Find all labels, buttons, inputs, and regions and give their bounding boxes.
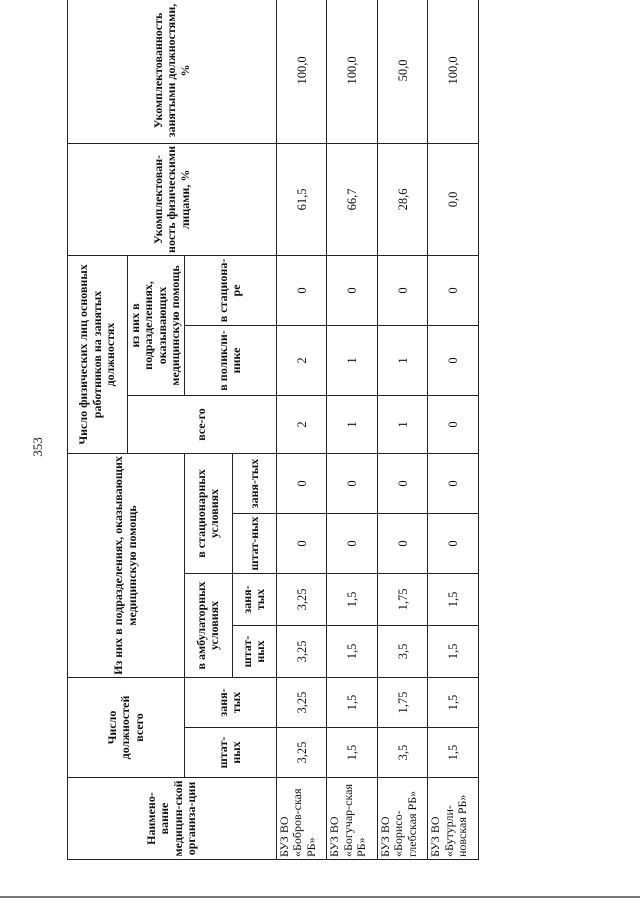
header-ambulatory: в амбулаторных условиях	[184, 573, 232, 677]
cell-posts-occupied: 1,5	[428, 677, 479, 727]
cell-inpatient-occupied: 0	[377, 453, 428, 513]
cell-inpatient-occupied: 0	[428, 453, 479, 513]
row-org-name: БУЗ ВО «Борисо-глебская РБ»	[377, 778, 428, 860]
header-occupied-total: заня-тых	[184, 677, 276, 727]
cell-persons-polyclinic: 0	[428, 325, 479, 395]
cell-staffing-persons: 0,0	[428, 143, 479, 255]
row-org-name: БУЗ ВО «Бутурли-новская РБ»	[428, 778, 479, 860]
row-org-name: БУЗ ВО «Бобров-ская РБ»	[276, 778, 327, 860]
cell-inpatient-occupied: 0	[276, 453, 327, 513]
cell-persons-hospital: 0	[377, 255, 428, 325]
cell-inpatient-staff: 0	[428, 513, 479, 573]
cell-ambulatory-staff: 3,25	[276, 625, 327, 677]
cell-inpatient-staff: 0	[276, 513, 327, 573]
cell-posts-occupied: 1,75	[377, 677, 428, 727]
cell-persons-total: 1	[327, 395, 378, 453]
cell-persons-total: 2	[276, 395, 327, 453]
cell-persons-hospital: 0	[428, 255, 479, 325]
cell-posts-staff: 3,25	[276, 728, 327, 778]
cell-persons-hospital: 0	[327, 255, 378, 325]
header-in-hospital: в стациона-ре	[184, 255, 276, 325]
table-row	[276, 0, 327, 860]
cell-persons-polyclinic: 2	[276, 325, 327, 395]
cell-staffing-posts: 100,0	[276, 0, 327, 143]
cell-posts-occupied: 3,25	[276, 677, 327, 727]
cell-staffing-posts: 100,0	[428, 0, 479, 143]
header-total: все-го	[128, 395, 277, 453]
table-row	[377, 0, 428, 860]
header-of-them: из них в подразделениях, оказывающих медицинскую помощь	[128, 255, 185, 395]
cell-persons-total: 1	[377, 395, 428, 453]
header-staff-total: штат-ных	[184, 728, 276, 778]
header-staffing-posts: Укомплектованность занятыми должностями, %	[68, 0, 277, 143]
header-posts-total: Число должностей всего	[68, 677, 185, 777]
rotated-table-wrapper	[67, 3, 479, 860]
page-number: 353	[30, 437, 45, 457]
cell-posts-staff: 1,5	[428, 728, 479, 778]
cell-persons-hospital: 0	[276, 255, 327, 325]
header-inpatient-occupied: заня-тых	[232, 453, 276, 513]
row-org-name: БУЗ ВО «Богучар-ская РБ»	[327, 778, 378, 860]
header-subdivisions: Из них в подразделениях, оказывающих медицинскую помощь	[68, 453, 185, 677]
header-physical-persons: Число физических лиц основных работников на занятых должностях	[68, 255, 128, 453]
cell-staffing-persons: 66,7	[327, 143, 378, 255]
header-staffing-persons: Укомплектован-ность физическими лицами, %	[68, 143, 277, 255]
cell-inpatient-occupied: 0	[327, 453, 378, 513]
cell-ambulatory-occupied: 1,75	[377, 573, 428, 625]
table-row	[327, 0, 378, 860]
table-row	[428, 0, 479, 860]
cell-ambulatory-occupied: 1,5	[327, 573, 378, 625]
cell-ambulatory-occupied: 1,5	[428, 573, 479, 625]
cell-ambulatory-staff: 1,5	[428, 625, 479, 677]
header-in-polyclinic: в поликли-нике	[184, 325, 276, 395]
cell-ambulatory-occupied: 3,25	[276, 573, 327, 625]
cell-persons-polyclinic: 1	[377, 325, 428, 395]
cell-persons-polyclinic: 1	[327, 325, 378, 395]
cell-staffing-posts: 100,0	[327, 0, 378, 143]
header-organization-name: Наимено-вание медицин-ской организа-ции	[68, 778, 277, 860]
cell-inpatient-staff: 0	[377, 513, 428, 573]
cell-inpatient-staff: 0	[327, 513, 378, 573]
header-inpatient-staff: штат-ных	[232, 513, 276, 573]
cell-ambulatory-staff: 3,5	[377, 625, 428, 677]
staffing-table	[67, 0, 479, 860]
cell-staffing-posts: 50,0	[377, 0, 428, 143]
header-ambulatory-occupied: заня-тых	[232, 573, 276, 625]
cell-persons-total: 0	[428, 395, 479, 453]
cell-ambulatory-staff: 1,5	[327, 625, 378, 677]
cell-posts-occupied: 1,5	[327, 677, 378, 727]
header-inpatient: в стационарных условиях	[184, 453, 232, 573]
bottom-rule	[0, 896, 640, 898]
cell-staffing-persons: 61,5	[276, 143, 327, 255]
header-ambulatory-staff: штат-ных	[232, 625, 276, 677]
cell-posts-staff: 3,5	[377, 728, 428, 778]
cell-staffing-persons: 28,6	[377, 143, 428, 255]
cell-posts-staff: 1,5	[327, 728, 378, 778]
